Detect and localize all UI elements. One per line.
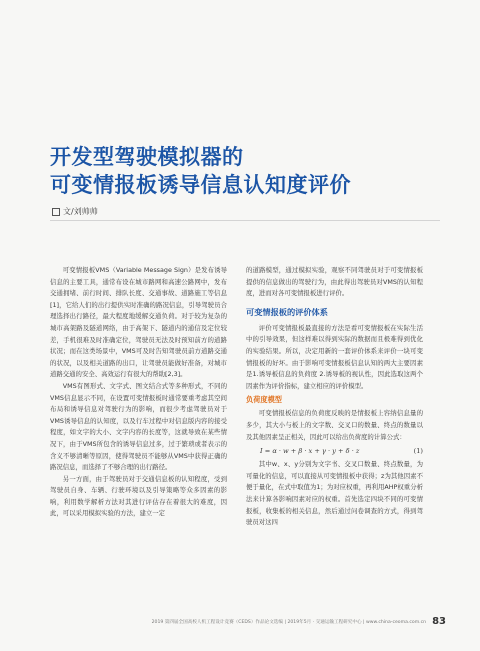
paragraph: 评价可变情报板最直接的方法是看可变情报板在实际生活中的引导效果，但这样难以得到实际的数据而且极难得到优化的实验结果。所以，决定用新的一套评价体系来评价一块可变情报板的好坏。由于影响可变情报板信息认知的两大主要因素是1.诱导板信息的负荷度 2.诱导板的视认性，因此选取这两个因素作为评价指标，建立相应的评价模型。 (246, 323, 423, 390)
paragraph: 可变情报板VMS（Variable Message Sign）是发布诱导信息的主要工具，通常布设在城市路网和高速公路网中，发布交通拥堵、前行时间、排队长度、交通事故、道路施工等信息[1]，它给人们的出行提供实时准确的路况信息，引导驾驶员合理选择出行路径，最大程度地缓解交通负荷。对于较为复杂的城市高架路及隧道网络，由于高架下、隧道内的通信及定位较差，手机很难及时准确定位，驾驶员无法及时预知前方的道路状况；而在这类场景中，VMS可及时告知驾驶员前方道路交通的状况，以及相关道路的出口，让驾驶员能做好准备，对城市道路交通的安全、高效运行有很大的帮助[2,3]。 (50, 266, 227, 379)
left-column (50, 265, 227, 520)
paragraph: 可变情报板信息的负荷度反映的是情报板上容纳信息量的多少，其大小与板上的文字数、交叉口的数量、终点的数量以及其他因素呈正相关，因此可以给出负荷度的计算公式： (246, 409, 423, 441)
page-number: 83 (432, 616, 446, 627)
title-line-2: 可变情报板诱导信息认知度评价 (50, 173, 351, 197)
subsection-heading: 负荷度模型 (246, 395, 282, 405)
section-heading: 可变情报板的评价体系 (246, 306, 328, 317)
paragraph: 其中w、x、y分别为文字书、交叉口数量、终点数量，为可量化的信息，可以直接从可变情报板中获得；z为其他因素不便于量化，在式中取值为1；为对应权重，再利用AHP权重分析法来计算各影响因素对应的权重。首先选定四块不同的可变情报板，收集板的相关信息，然后通过问卷调查的方式，得到驾驶员对这四 (246, 460, 423, 527)
equation-number: (1) (413, 447, 423, 456)
square-icon (52, 208, 60, 216)
title-line-1: 开发型驾驶模拟器的 (50, 145, 244, 169)
paragraph: VMS有图形式、文字式、图文结合式等多种形式，不同的VMS信息显示不同，在设置可变情报板时通常要重考虑其空间布局和诱导信息对驾驶行为的影响，而很少考虑驾驶员对于VMS诱导信息的认知度，以及行车过程中对信息版内容的接受程度，如文字的大小、文字内容的长度等，这就导致在某些情况下，由于VMS所包含的诱导信息过多，过于繁琐或者表示的含义不够清晰等原因，使得驾驶员不能够从VMS中获得正确的路况信息，而选择了不够合理的出行路径。 (50, 381, 227, 472)
article-title (50, 143, 450, 199)
paragraph: 的道路模型，通过模拟实验，观察不同驾驶员对于可变情报板提供的信息做出的驾驶行为，由此得出驾驶员对VMS的认知程度，进而对各可变情报板进行评价。 (246, 266, 423, 298)
author-byline (52, 206, 98, 217)
equation (246, 445, 423, 457)
right-column (246, 265, 423, 529)
equation-body: I = α · w + β · x + γ · y + δ · z (260, 447, 360, 456)
title-divider (50, 220, 440, 221)
footer-text: 2019 第四届全国高校人机工程设计竞赛（CEDS）作品论文选编 | 2019年5月 · 交通运输工程研究中心 | www.china-ceoma.com.cn (151, 619, 427, 625)
paragraph: 另一方面，由于驾驶员对于交通信息板的认知程度，受到驾驶员自身、车辆、行驶环境以及引导策略等众多因素的影响，利用数学解析方法对其进行评估存在着很大的难度，因此，可以采用模拟实验的方法，建立一定 (50, 474, 227, 518)
author-name: 文/刘帅帅 (63, 207, 98, 216)
page-footer (151, 616, 446, 627)
